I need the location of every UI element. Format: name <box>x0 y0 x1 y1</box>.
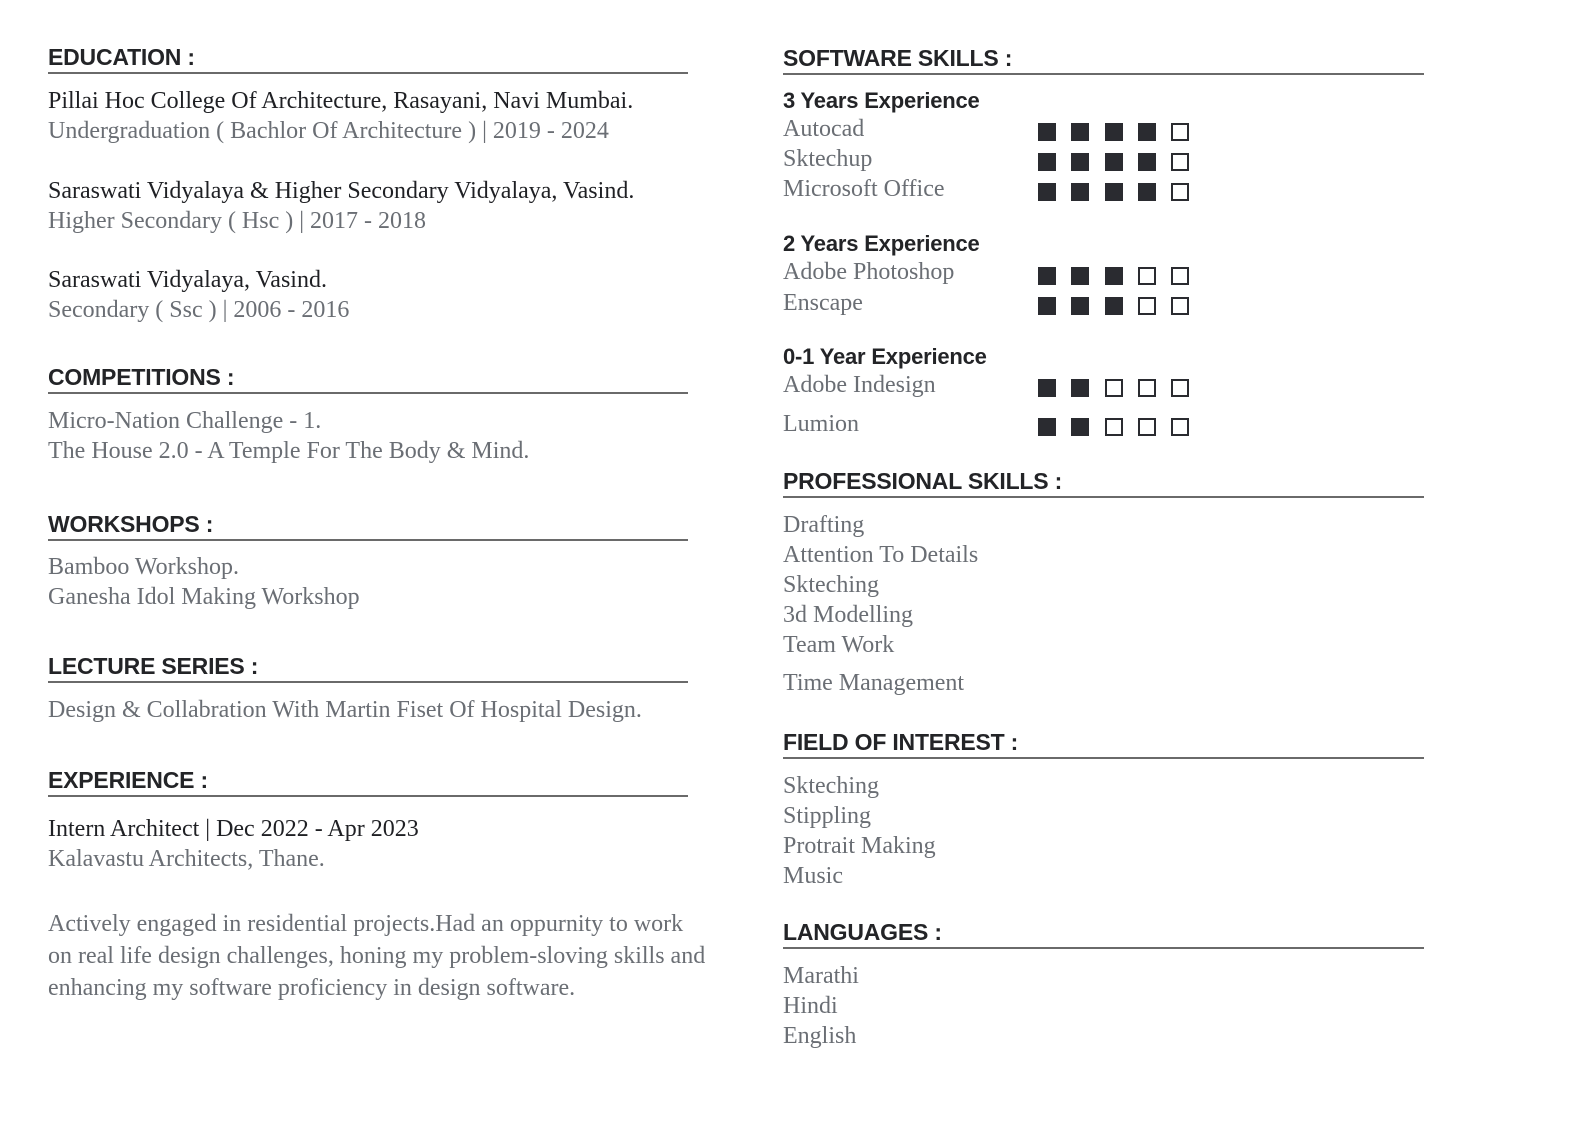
education-detail: Secondary ( Ssc ) | 2006 - 2016 <box>48 297 350 323</box>
lecture-series-divider <box>48 681 688 683</box>
rating-square-empty <box>1171 297 1189 315</box>
rating-square-empty <box>1171 153 1189 171</box>
education-detail: Higher Secondary ( Hsc ) | 2017 - 2018 <box>48 208 427 234</box>
rating-square-filled <box>1105 297 1123 315</box>
field-of-interest-heading: FIELD OF INTEREST : <box>783 729 1019 755</box>
education-divider <box>48 72 688 74</box>
rating-square-empty <box>1171 418 1189 436</box>
rating-square-filled <box>1138 153 1156 171</box>
experience-divider <box>48 795 688 797</box>
skill-name: Adobe Indesign <box>783 372 936 398</box>
rating-square-filled <box>1071 297 1089 315</box>
rating-square-filled <box>1038 418 1056 436</box>
competitions-divider <box>48 392 688 394</box>
list-item: Skteching <box>783 773 879 799</box>
list-item: English <box>783 1023 857 1049</box>
rating-square-filled <box>1038 379 1056 397</box>
list-item: 3d Modelling <box>783 602 913 628</box>
competitions-list <box>48 406 529 466</box>
rating-square-filled <box>1105 183 1123 201</box>
software-skills-divider <box>783 73 1424 75</box>
skill-group <box>783 344 1383 439</box>
rating-square-filled <box>1038 153 1056 171</box>
rating-square-filled <box>1038 297 1056 315</box>
lecture-series-list <box>48 695 642 725</box>
professional-skills-section <box>783 468 1424 498</box>
rating-square-filled <box>1138 183 1156 201</box>
list-item: Stippling <box>783 803 872 829</box>
education-heading: EDUCATION : <box>48 44 195 70</box>
education-entry <box>48 176 634 236</box>
lecture-series-heading: LECTURE SERIES : <box>48 653 259 679</box>
field-of-interest-list <box>783 771 936 891</box>
languages-list <box>783 961 859 1051</box>
education-institution: Saraswati Vidyalaya, Vasind. <box>48 267 327 293</box>
rating-square-empty <box>1171 267 1189 285</box>
skill-name: Adobe Photoshop <box>783 259 955 285</box>
competitions-section <box>48 364 688 394</box>
education-entry <box>48 265 349 325</box>
languages-heading: LANGUAGES : <box>783 919 942 945</box>
field-of-interest-divider <box>783 757 1424 759</box>
experience-section <box>48 767 688 797</box>
list-item: Design & Collabration With Martin Fiset Of Hospital Design. <box>48 697 642 723</box>
rating-square-filled <box>1038 183 1056 201</box>
skill-row <box>783 114 1383 144</box>
rating-square-filled <box>1138 123 1156 141</box>
list-item: Marathi <box>783 963 859 989</box>
competitions-heading: COMPETITIONS : <box>48 364 235 390</box>
skill-row <box>783 257 1383 288</box>
rating-square-filled <box>1071 153 1089 171</box>
skill-row <box>783 288 1383 318</box>
rating-square-empty <box>1138 418 1156 436</box>
field-of-interest-section <box>783 729 1424 759</box>
rating-square-filled <box>1038 123 1056 141</box>
rating-square-filled <box>1071 183 1089 201</box>
list-item: Team Work <box>783 632 895 658</box>
rating-square-filled <box>1071 379 1089 397</box>
rating-square-filled <box>1038 267 1056 285</box>
skill-name: Enscape <box>783 290 863 316</box>
list-item: Attention To Details <box>783 542 979 568</box>
list-item: Micro-Nation Challenge - 1. <box>48 408 322 434</box>
experience-entry <box>48 814 419 874</box>
skill-row <box>783 174 1383 204</box>
rating-square-filled <box>1071 418 1089 436</box>
skill-name: Autocad <box>783 116 865 142</box>
rating-square-filled <box>1105 267 1123 285</box>
workshops-divider <box>48 539 688 541</box>
experience-company: Kalavastu Architects, Thane. <box>48 846 325 872</box>
list-item: Music <box>783 863 843 889</box>
languages-section <box>783 919 1424 949</box>
experience-role: Intern Architect | Dec 2022 - Apr 2023 <box>48 816 419 842</box>
workshops-list <box>48 552 360 612</box>
rating-square-empty <box>1138 297 1156 315</box>
skill-name: Microsoft Office <box>783 176 945 202</box>
list-item: Hindi <box>783 993 838 1019</box>
list-item: Skteching <box>783 572 879 598</box>
skill-group <box>783 88 1383 204</box>
languages-divider <box>783 947 1424 949</box>
skill-group-title: 0-1 Year Experience <box>783 344 987 369</box>
lecture-series-section <box>48 653 688 683</box>
education-institution: Saraswati Vidyalaya & Higher Secondary Vidyalaya, Vasind. <box>48 178 635 204</box>
rating-square-empty <box>1138 379 1156 397</box>
skill-row <box>783 144 1383 174</box>
list-item: Protrait Making <box>783 833 936 859</box>
education-section <box>48 44 688 74</box>
experience-heading: EXPERIENCE : <box>48 767 208 793</box>
workshops-heading: WORKSHOPS : <box>48 511 214 537</box>
list-item: The House 2.0 - A Temple For The Body & Mind. <box>48 438 530 464</box>
skill-group <box>783 231 1383 318</box>
description-line: enhancing my software proficiency in design software. <box>48 975 576 1001</box>
list-item: Drafting <box>783 512 865 538</box>
rating-square-filled <box>1071 123 1089 141</box>
education-detail: Undergraduation ( Bachlor Of Architecture ) | 2019 - 2024 <box>48 118 609 144</box>
skill-group-title: 2 Years Experience <box>783 231 980 256</box>
software-skills-heading: SOFTWARE SKILLS : <box>783 45 1013 71</box>
skill-row <box>783 409 1383 439</box>
professional-skills-list <box>783 510 978 698</box>
education-institution: Pillai Hoc College Of Architecture, Rasayani, Navi Mumbai. <box>48 88 634 114</box>
software-skills-section <box>783 45 1424 75</box>
list-item: Time Management <box>783 670 965 696</box>
education-entry <box>48 86 633 146</box>
professional-skills-heading: PROFESSIONAL SKILLS : <box>783 468 1063 494</box>
skill-name: Lumion <box>783 411 859 437</box>
rating-square-filled <box>1105 153 1123 171</box>
rating-square-empty <box>1171 183 1189 201</box>
rating-square-empty <box>1171 379 1189 397</box>
list-item: Bamboo Workshop. <box>48 554 239 580</box>
workshops-section <box>48 511 688 541</box>
skill-name: Sktechup <box>783 146 873 172</box>
skill-row <box>783 370 1383 409</box>
list-item: Ganesha Idol Making Workshop <box>48 584 360 610</box>
professional-skills-divider <box>783 496 1424 498</box>
description-line: on real life design challenges, honing my problem-sloving skills and <box>48 943 706 969</box>
rating-square-empty <box>1138 267 1156 285</box>
skill-group-title: 3 Years Experience <box>783 88 980 113</box>
rating-square-filled <box>1105 123 1123 141</box>
experience-description <box>48 909 705 1003</box>
rating-square-empty <box>1171 123 1189 141</box>
rating-square-empty <box>1105 418 1123 436</box>
rating-square-empty <box>1105 379 1123 397</box>
description-line: Actively engaged in residential projects.Had an oppurnity to work <box>48 911 684 937</box>
rating-square-filled <box>1071 267 1089 285</box>
